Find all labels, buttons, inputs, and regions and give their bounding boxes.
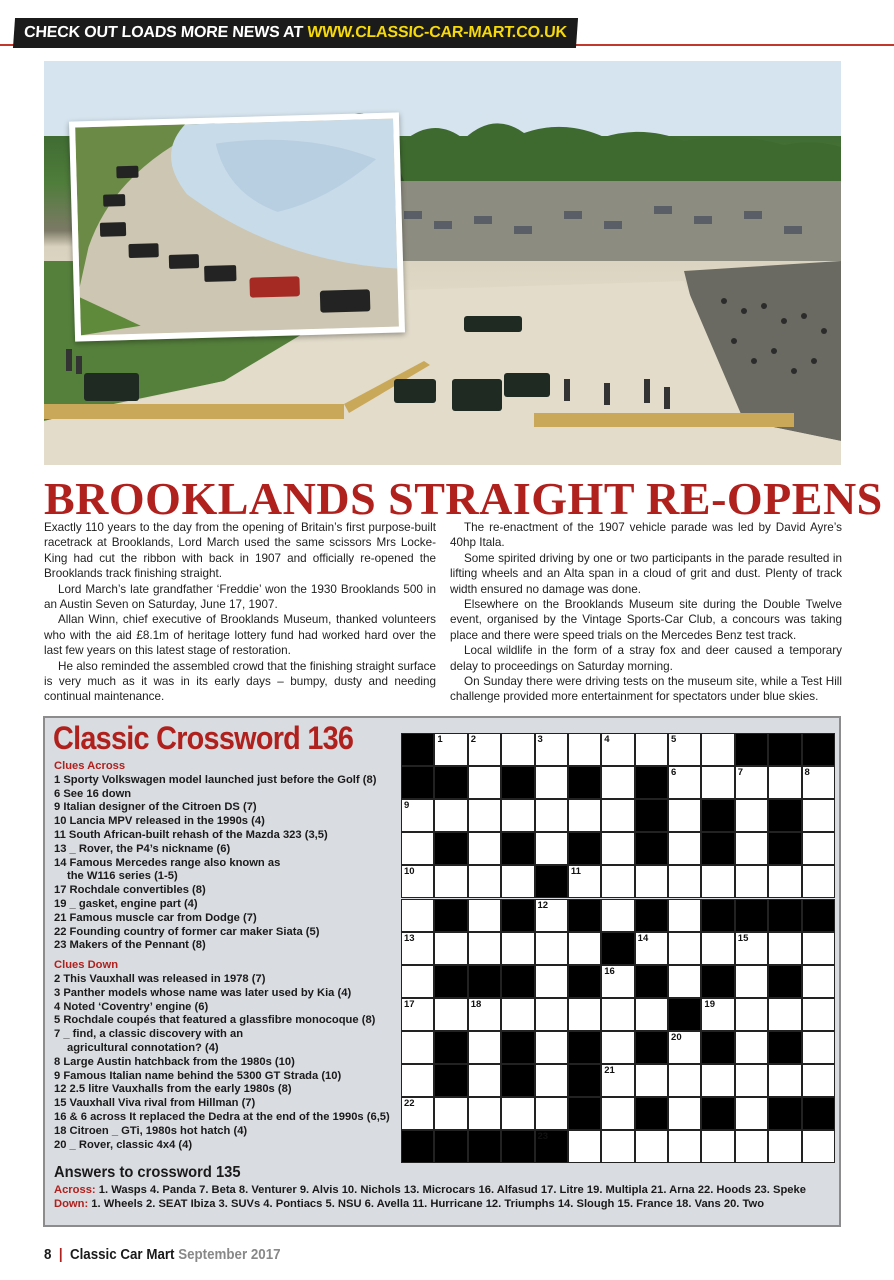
grid-cell[interactable] bbox=[601, 865, 634, 898]
grid-cell[interactable] bbox=[701, 865, 734, 898]
grid-cell[interactable] bbox=[601, 1097, 634, 1130]
grid-cell[interactable] bbox=[635, 1130, 668, 1163]
grid-cell[interactable] bbox=[434, 799, 467, 832]
grid-cell[interactable] bbox=[535, 1097, 568, 1130]
grid-cell[interactable] bbox=[535, 998, 568, 1031]
grid-block bbox=[768, 799, 801, 832]
grid-cell[interactable] bbox=[735, 932, 768, 965]
grid-cell[interactable] bbox=[601, 899, 634, 932]
clue-down: 8 Large Austin hatchback from the 1980s (10) bbox=[54, 1055, 295, 1068]
grid-cell[interactable] bbox=[668, 832, 701, 865]
grid-cell[interactable] bbox=[701, 932, 734, 965]
grid-block bbox=[568, 1031, 601, 1064]
grid-cell[interactable] bbox=[468, 766, 501, 799]
article-paragraph: Allan Winn, chief executive of Brooklands Museum, thanked volunteers who with the aid £8.1m of heritage lottery fund had worked hard over the last few years on this latest stage of restoration. bbox=[44, 613, 436, 658]
grid-cell[interactable] bbox=[468, 1064, 501, 1097]
grid-cell[interactable] bbox=[668, 965, 701, 998]
grid-clue-number: 9 bbox=[404, 800, 410, 812]
grid-clue-number: 5 bbox=[671, 734, 677, 745]
clue-down: 20 _ Rover, classic 4x4 (4) bbox=[54, 1138, 193, 1151]
grid-cell[interactable] bbox=[701, 1130, 734, 1163]
grid-cell[interactable] bbox=[768, 1130, 801, 1163]
grid-cell[interactable] bbox=[735, 965, 768, 998]
grid-block bbox=[434, 1031, 467, 1064]
grid-cell[interactable] bbox=[501, 1097, 534, 1130]
clue-across: 6 See 16 down bbox=[54, 787, 132, 800]
grid-block bbox=[768, 1031, 801, 1064]
grid-cell[interactable] bbox=[434, 998, 467, 1031]
clue-down: 9 Famous Italian name behind the 5300 GT Strada (10) bbox=[54, 1069, 342, 1082]
grid-block bbox=[635, 899, 668, 932]
clue-across: 1 Sporty Volkswagen model launched just before the Golf (8) bbox=[54, 773, 377, 786]
grid-block bbox=[401, 733, 434, 766]
grid-cell[interactable] bbox=[701, 766, 734, 799]
grid-block bbox=[434, 766, 467, 799]
magazine-name: Classic Car Mart bbox=[69, 1247, 175, 1263]
grid-clue-number: 12 bbox=[537, 899, 549, 911]
grid-block bbox=[668, 998, 701, 1031]
answers-down-label: Down: bbox=[54, 1198, 89, 1210]
grid-cell[interactable] bbox=[768, 766, 801, 799]
grid-block bbox=[635, 832, 668, 865]
grid-cell[interactable] bbox=[668, 1097, 701, 1130]
grid-cell[interactable] bbox=[401, 799, 434, 832]
inset-parade-photo bbox=[69, 112, 405, 341]
grid-clue-number: 1 bbox=[437, 734, 443, 745]
grid-cell[interactable] bbox=[601, 832, 634, 865]
grid-block bbox=[468, 965, 501, 998]
page-number: 8 bbox=[44, 1247, 52, 1263]
grid-block bbox=[768, 1097, 801, 1130]
grid-cell[interactable] bbox=[802, 1031, 835, 1064]
clue-down: 2 This Vauxhall was released in 1978 (7) bbox=[54, 972, 266, 985]
banner-url-link[interactable]: WWW.CLASSIC-CAR-MART.CO.UK bbox=[306, 24, 568, 41]
grid-block bbox=[802, 1097, 835, 1130]
grid-cell[interactable] bbox=[568, 799, 601, 832]
brooklands-track-photo bbox=[44, 61, 841, 465]
grid-block bbox=[601, 932, 634, 965]
article-paragraph: Elsewhere on the Brooklands Museum site during the Double Twelve event, organised by the Vintage Sports-Car Club, a concours was taking place and there were speed trials on the Mercedes Benz test track. bbox=[450, 598, 842, 642]
grid-cell[interactable] bbox=[601, 766, 634, 799]
grid-cell[interactable] bbox=[401, 865, 434, 898]
grid-clue-number: 14 bbox=[637, 932, 649, 944]
grid-cell[interactable] bbox=[468, 799, 501, 832]
grid-cell[interactable] bbox=[401, 832, 434, 865]
grid-clue-number: 18 bbox=[470, 998, 482, 1010]
grid-cell[interactable] bbox=[434, 932, 467, 965]
grid-block bbox=[701, 1097, 734, 1130]
grid-cell[interactable] bbox=[735, 1031, 768, 1064]
grid-cell[interactable] bbox=[635, 998, 668, 1031]
grid-block bbox=[535, 865, 568, 898]
grid-clue-number: 2 bbox=[470, 734, 477, 745]
page-footer bbox=[44, 1247, 281, 1263]
grid-clue-number: 11 bbox=[570, 866, 581, 878]
grid-cell[interactable] bbox=[802, 965, 835, 998]
grid-block bbox=[768, 733, 801, 766]
grid-clue-number: 13 bbox=[404, 932, 415, 944]
grid-cell[interactable] bbox=[735, 766, 768, 799]
grid-cell[interactable] bbox=[735, 865, 768, 898]
grid-block bbox=[701, 1031, 734, 1064]
grid-block bbox=[434, 1064, 467, 1097]
grid-block bbox=[501, 1064, 534, 1097]
grid-block bbox=[802, 899, 835, 932]
grid-clue-number: 8 bbox=[804, 767, 810, 779]
grid-cell[interactable] bbox=[802, 998, 835, 1031]
article-headline: BROOKLANDS STRAIGHT RE-OPENS bbox=[44, 473, 883, 524]
grid-block bbox=[635, 1097, 668, 1130]
grid-cell[interactable] bbox=[401, 998, 434, 1031]
grid-block bbox=[501, 1130, 534, 1163]
grid-cell[interactable] bbox=[434, 1097, 467, 1130]
clue-across: 19 _ gasket, engine part (4) bbox=[54, 897, 198, 910]
grid-cell[interactable] bbox=[701, 733, 734, 766]
article-paragraph: He also reminded the assembled crowd that the finishing straight surface is very much as it was in its early days – bumpy, dusty and needing continual maintenance. bbox=[44, 659, 436, 704]
grid-clue-number: 22 bbox=[404, 1098, 415, 1110]
grid-block bbox=[501, 766, 534, 799]
grid-cell[interactable] bbox=[535, 932, 568, 965]
grid-cell[interactable] bbox=[401, 965, 434, 998]
grid-cell[interactable] bbox=[668, 766, 701, 799]
crossword-panel bbox=[43, 716, 841, 1227]
news-banner[interactable] bbox=[13, 18, 578, 48]
grid-cell[interactable] bbox=[568, 1130, 601, 1163]
article-paragraph: Local wildlife in the form of a stray fox and deer caused a temporary delay to proceedings on Saturday morning. bbox=[450, 644, 842, 673]
grid-clue-number: 17 bbox=[404, 998, 415, 1010]
grid-block bbox=[434, 1130, 467, 1163]
grid-cell[interactable] bbox=[535, 832, 568, 865]
grid-cell[interactable] bbox=[601, 1064, 634, 1097]
grid-block bbox=[501, 1031, 534, 1064]
grid-cell[interactable] bbox=[802, 865, 835, 898]
grid-cell[interactable] bbox=[735, 1097, 768, 1130]
grid-cell[interactable] bbox=[668, 1031, 701, 1064]
banner-prefix: CHECK OUT LOADS MORE NEWS AT bbox=[23, 24, 304, 41]
grid-cell[interactable] bbox=[601, 1031, 634, 1064]
grid-cell[interactable] bbox=[468, 1097, 501, 1130]
grid-clue-number: 7 bbox=[737, 767, 744, 779]
grid-cell[interactable] bbox=[668, 799, 701, 832]
grid-cell[interactable] bbox=[802, 832, 835, 865]
grid-cell[interactable] bbox=[535, 766, 568, 799]
clue-across: 22 Founding country of former car maker Siata (5) bbox=[54, 925, 320, 938]
grid-cell[interactable] bbox=[401, 1031, 434, 1064]
grid-cell[interactable] bbox=[535, 899, 568, 932]
crossword-title: Classic Crossword 136 bbox=[53, 720, 354, 756]
clue-across: 17 Rochdale convertibles (8) bbox=[54, 884, 206, 897]
grid-cell[interactable] bbox=[601, 998, 634, 1031]
grid-cell[interactable] bbox=[535, 1031, 568, 1064]
grid-block bbox=[635, 766, 668, 799]
grid-cell[interactable] bbox=[635, 932, 668, 965]
grid-cell[interactable] bbox=[768, 932, 801, 965]
grid-cell[interactable] bbox=[735, 799, 768, 832]
clue-across-continued: the W116 series (1-5) bbox=[67, 870, 178, 883]
grid-cell[interactable] bbox=[535, 799, 568, 832]
grid-cell[interactable] bbox=[468, 1031, 501, 1064]
grid-cell[interactable] bbox=[635, 1064, 668, 1097]
grid-cell[interactable] bbox=[668, 733, 701, 766]
grid-block bbox=[802, 733, 835, 766]
article-paragraph: Lord March’s late grandfather ‘Freddie’ won the 1930 Brooklands 500 in an Austin Seven on Saturday, June 17, 1907. bbox=[44, 582, 436, 612]
grid-cell[interactable] bbox=[802, 799, 835, 832]
grid-clue-number: 3 bbox=[537, 734, 543, 745]
answers-down: 1. Wheels 2. SEAT Ibiza 3. SUVs 4. Pontiacs 5. NSU 6. Avella 11. Hurricane 12. Triumphs 14. Slough 15. France 18. Vans 20. Two bbox=[91, 1198, 765, 1210]
grid-block bbox=[501, 832, 534, 865]
clue-across: 21 Famous muscle car from Dodge (7) bbox=[54, 911, 257, 924]
grid-clue-number: 20 bbox=[671, 1031, 682, 1043]
grid-clue-number: 16 bbox=[604, 965, 615, 977]
article-left-column bbox=[44, 520, 436, 705]
grid-cell[interactable] bbox=[668, 932, 701, 965]
grid-cell[interactable] bbox=[735, 998, 768, 1031]
grid-block bbox=[768, 965, 801, 998]
grid-block bbox=[701, 899, 734, 932]
clue-down: 15 Vauxhall Viva rival from Hillman (7) bbox=[54, 1097, 256, 1110]
grid-cell[interactable] bbox=[668, 1064, 701, 1097]
grid-cell[interactable] bbox=[635, 733, 668, 766]
crossword-clues bbox=[54, 760, 402, 1152]
answers-text bbox=[54, 1183, 836, 1211]
grid-block bbox=[501, 899, 534, 932]
grid-cell[interactable] bbox=[568, 932, 601, 965]
grid-block bbox=[401, 1130, 434, 1163]
grid-clue-number: 21 bbox=[604, 1065, 615, 1076]
grid-cell[interactable] bbox=[768, 865, 801, 898]
clue-down: 12 2.5 litre Vauxhalls from the early 1980s (8) bbox=[54, 1083, 292, 1096]
grid-clue-number: 4 bbox=[604, 734, 610, 745]
grid-block bbox=[635, 965, 668, 998]
grid-block bbox=[701, 799, 734, 832]
grid-cell[interactable] bbox=[468, 865, 501, 898]
article-paragraph: Some spirited driving by one or two participants in the parade resulted in lifting wheels and an Alta span in a cloud of grit and dust. Plenty of track width ensured no damage was done. bbox=[450, 551, 842, 596]
grid-clue-number: 19 bbox=[704, 998, 715, 1010]
grid-cell[interactable] bbox=[802, 932, 835, 965]
grid-cell[interactable] bbox=[735, 1064, 768, 1097]
grid-block bbox=[568, 899, 601, 932]
clue-down-continued: agricultural connotation? (4) bbox=[67, 1041, 219, 1054]
clue-down: 7 _ find, a classic discovery with an bbox=[54, 1028, 244, 1041]
grid-cell[interactable] bbox=[468, 998, 501, 1031]
issue-date: September 2017 bbox=[178, 1247, 281, 1263]
clue-down: 18 Citroen _ GTi, 1980s hot hatch (4) bbox=[54, 1124, 248, 1137]
inset-banking-illustration bbox=[75, 119, 399, 336]
grid-cell[interactable] bbox=[735, 832, 768, 865]
grid-cell[interactable] bbox=[401, 1097, 434, 1130]
clue-down: 5 Rochdale coupés that featured a glassfibre monocoque (8) bbox=[54, 1014, 376, 1027]
clue-down: 4 Noted ‘Coventry’ engine (6) bbox=[54, 1000, 209, 1013]
grid-block bbox=[735, 899, 768, 932]
grid-cell[interactable] bbox=[802, 766, 835, 799]
grid-block bbox=[701, 832, 734, 865]
grid-cell[interactable] bbox=[601, 965, 634, 998]
grid-block bbox=[501, 965, 534, 998]
previous-answers bbox=[54, 1163, 836, 1211]
grid-block bbox=[535, 1130, 568, 1163]
clue-across: 10 Lancia MPV released in the 1990s (4) bbox=[54, 815, 265, 828]
grid-block bbox=[468, 1130, 501, 1163]
grid-cell[interactable] bbox=[601, 799, 634, 832]
grid-cell[interactable] bbox=[501, 799, 534, 832]
grid-cell[interactable] bbox=[635, 865, 668, 898]
grid-cell[interactable] bbox=[701, 1064, 734, 1097]
article-paragraph: The re-enactment of the 1907 vehicle parade was led by David Ayre’s 40hp Itala. bbox=[450, 521, 842, 550]
grid-cell[interactable] bbox=[601, 1130, 634, 1163]
grid-cell[interactable] bbox=[501, 932, 534, 965]
grid-cell[interactable] bbox=[401, 899, 434, 932]
answers-heading: Answers to crossword 135 bbox=[54, 1164, 241, 1181]
grid-cell[interactable] bbox=[668, 1130, 701, 1163]
grid-cell[interactable] bbox=[735, 1130, 768, 1163]
grid-cell[interactable] bbox=[701, 998, 734, 1031]
grid-cell[interactable] bbox=[768, 998, 801, 1031]
clue-across: 13 _ Rover, the P4’s nickname (6) bbox=[54, 842, 231, 855]
grid-cell[interactable] bbox=[468, 733, 501, 766]
grid-block bbox=[768, 832, 801, 865]
grid-cell[interactable] bbox=[768, 1064, 801, 1097]
article-paragraph: Exactly 110 years to the day from the opening of Britain’s first purpose-built racetrack at Brooklands, Lord March used the same scissors Mrs Locke-King had cut the ribbon with back in 1907 and officially re-opened the Brooklands track finishing straight. bbox=[44, 521, 436, 581]
grid-block bbox=[434, 899, 467, 932]
grid-clue-number: 15 bbox=[737, 932, 749, 944]
grid-cell[interactable] bbox=[401, 932, 434, 965]
grid-block bbox=[635, 799, 668, 832]
grid-block bbox=[735, 733, 768, 766]
clue-across: 11 South African-built rehash of the Mazda 323 (3,5) bbox=[54, 828, 328, 841]
grid-cell[interactable] bbox=[468, 832, 501, 865]
grid-block bbox=[768, 899, 801, 932]
grid-cell[interactable] bbox=[668, 899, 701, 932]
clue-across: 14 Famous Mercedes range also known as bbox=[54, 856, 281, 869]
grid-block bbox=[434, 832, 467, 865]
clue-down: 3 Panther models whose name was later used by Kia (4) bbox=[54, 986, 352, 999]
grid-cell[interactable] bbox=[802, 1064, 835, 1097]
grid-cell[interactable] bbox=[401, 1064, 434, 1097]
grid-block bbox=[568, 965, 601, 998]
grid-cell[interactable] bbox=[568, 733, 601, 766]
grid-cell[interactable] bbox=[501, 865, 534, 898]
grid-cell[interactable] bbox=[468, 899, 501, 932]
grid-cell[interactable] bbox=[501, 998, 534, 1031]
grid-cell[interactable] bbox=[434, 733, 467, 766]
grid-cell[interactable] bbox=[568, 865, 601, 898]
grid-clue-number: 10 bbox=[404, 866, 415, 878]
crossword-grid[interactable] bbox=[401, 733, 835, 1163]
clues-down-heading: Clues Down bbox=[54, 959, 119, 972]
grid-block bbox=[568, 1064, 601, 1097]
grid-cell[interactable] bbox=[468, 932, 501, 965]
answers-across: 1. Wasps 4. Panda 7. Beta 8. Venturer 9. Alvis 10. Nichols 13. Microcars 16. Alfasud 17. Litre 19. Multipla 21. Arna 22. Hoods 23. Speke bbox=[98, 1184, 806, 1196]
grid-block bbox=[635, 1031, 668, 1064]
grid-cell[interactable] bbox=[568, 998, 601, 1031]
answers-across-label: Across: bbox=[54, 1184, 96, 1196]
grid-cell[interactable] bbox=[668, 865, 701, 898]
clue-across: 9 Italian designer of the Citroen DS (7) bbox=[54, 801, 257, 814]
clues-across-heading: Clues Across bbox=[54, 760, 126, 772]
grid-block bbox=[401, 766, 434, 799]
grid-block bbox=[568, 832, 601, 865]
grid-block bbox=[568, 766, 601, 799]
grid-cell[interactable] bbox=[601, 733, 634, 766]
grid-clue-number: 23 bbox=[537, 1131, 549, 1143]
grid-cell[interactable] bbox=[535, 965, 568, 998]
article-right-column bbox=[450, 520, 842, 705]
grid-cell[interactable] bbox=[535, 1064, 568, 1097]
grid-block bbox=[701, 965, 734, 998]
grid-cell[interactable] bbox=[434, 865, 467, 898]
grid-cell[interactable] bbox=[802, 1130, 835, 1163]
grid-cell[interactable] bbox=[501, 733, 534, 766]
footer-separator: | bbox=[58, 1247, 63, 1263]
grid-cell[interactable] bbox=[535, 733, 568, 766]
grid-block bbox=[568, 1097, 601, 1130]
clue-down: 16 & 6 across It replaced the Dedra at the end of the 1990s (6,5) bbox=[54, 1110, 390, 1123]
grid-clue-number: 6 bbox=[671, 767, 677, 779]
grid-block bbox=[434, 965, 467, 998]
article-paragraph: On Sunday there were driving tests on the museum site, while a Test Hill challenge provided more entertainment for spectators under blue skies. bbox=[450, 675, 842, 704]
clue-across: 23 Makers of the Pennant (8) bbox=[54, 939, 206, 952]
